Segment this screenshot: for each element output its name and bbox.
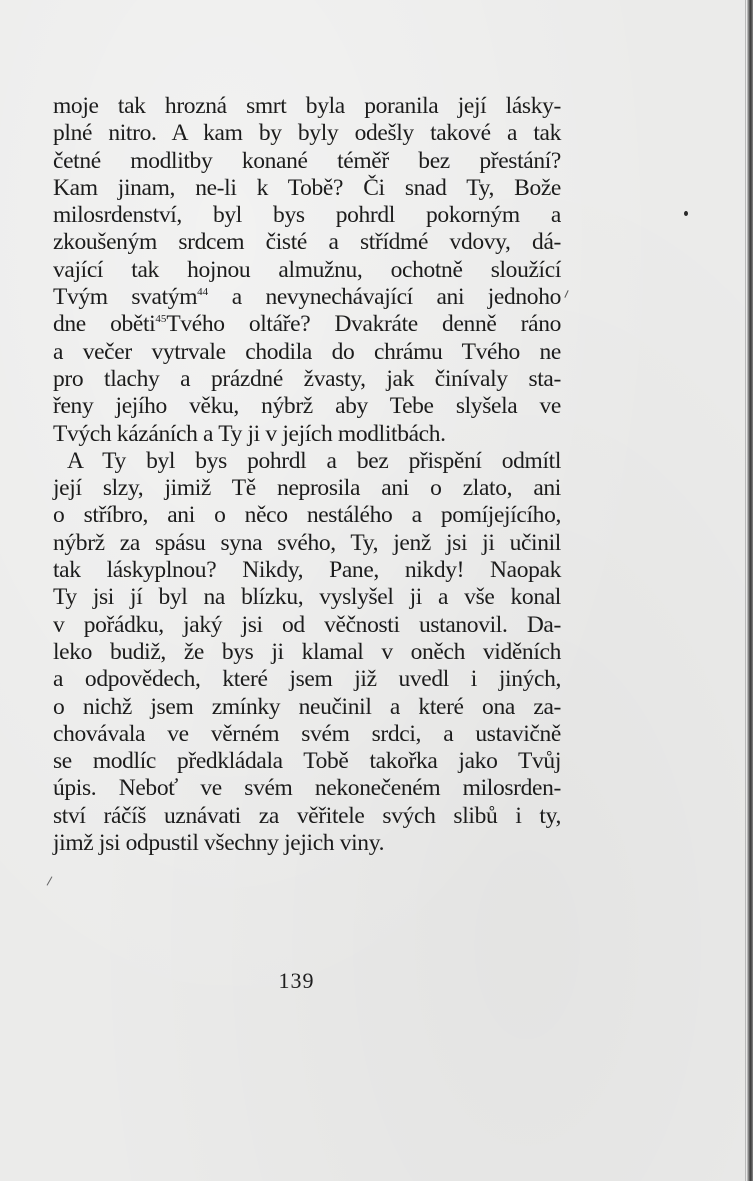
book-spine-edge xyxy=(747,0,753,1181)
text-line: a večer vytrvale chodila do chrámu Tvého ne xyxy=(53,338,561,365)
text-line: v pořádku, jaký jsi od věčnosti ustanovil. Da- xyxy=(53,611,561,638)
text-line: A Ty byl bys pohrdl a bez přispění odmítl xyxy=(67,447,561,474)
text-line: vající tak hojnou almužnu, ochotně sloužící xyxy=(53,256,561,283)
text-line: leko budiž, že bys ji klamal v oněch viděních xyxy=(53,638,561,665)
text-line: Tvých kázáních a Ty ji v jejích modlitbách. xyxy=(53,420,446,447)
text-line: se modlíc předkládala Tobě takořka jako Tvůj xyxy=(53,748,561,775)
text-line: jimž jsi odpustil všechny jejich viny. xyxy=(53,830,385,857)
scan-speck xyxy=(684,211,688,216)
scan-speck xyxy=(564,290,568,298)
body-text xyxy=(53,93,561,857)
text-line-with-footnote xyxy=(53,284,561,311)
paragraph-1 xyxy=(53,93,561,448)
text-line: četné modlitby konané téměř bez přestání? xyxy=(53,147,561,174)
text-line: úpis. Neboť ve svém nekonečeném milosrden- xyxy=(53,775,561,802)
text-line: a odpovědech, které jsem již uvedl i jiných, xyxy=(53,666,561,693)
text-line: chovávala ve věrném svém srdci, a ustavičně xyxy=(53,720,561,747)
text-line: ství ráčíš uznávati za věřitele svých slibů i ty, xyxy=(53,802,561,829)
text-line-with-footnote xyxy=(53,311,561,338)
text-line: Ty jsi jí byl na blízku, vyslyšel ji a vše konal xyxy=(53,584,561,611)
text-line: tak láskyplnou? Nikdy, Pane, nikdy! Naopak xyxy=(53,557,561,584)
line-text: dne oběti xyxy=(53,311,156,338)
text-line: o stříbro, ani o něco nestálého a pomíjejícího, xyxy=(53,502,561,529)
line-text: Tvým svatým xyxy=(53,284,198,311)
text-line: její slzy, jimiž Tě neprosila ani o zlato, ani xyxy=(53,475,561,502)
page-edge-shadow xyxy=(745,0,746,1181)
text-line: moje tak hrozná smrt byla poranila její lásky- xyxy=(53,93,561,119)
text-line: plné nitro. A kam by byly odešly takové a tak xyxy=(53,120,561,147)
text-line: zkoušeným srdcem čisté a střídmé vdovy, dá- xyxy=(53,229,561,256)
scan-speck xyxy=(47,876,53,885)
text-line: řeny jejího věku, nýbrž aby Tebe slyšela ve xyxy=(53,393,561,420)
text-line: milosrdenství, byl bys pohrdl pokorným a xyxy=(53,202,561,229)
text-line: pro tlachy a prázdné žvasty, jak činívaly sta- xyxy=(53,365,561,392)
text-line: o nichž jsem zmínky neučinil a které ona za- xyxy=(53,693,561,720)
footnote-ref-44[interactable]: 44 xyxy=(197,286,209,299)
text-line: nýbrž za spásu syna svého, Ty, jenž jsi ji učinil xyxy=(53,529,561,556)
line-text-after: Tvého oltáře? Dvakráte denně ráno xyxy=(166,311,561,338)
line-text-after: a nevynechávající ani jednoho xyxy=(208,284,561,311)
text-line: Kam jinam, ne-li k Tobě? Či snad Ty, Bože xyxy=(53,174,561,201)
paragraph-2 xyxy=(53,448,561,857)
page-number: 139 xyxy=(278,968,315,993)
footnote-ref-45[interactable]: 45 xyxy=(155,313,167,326)
